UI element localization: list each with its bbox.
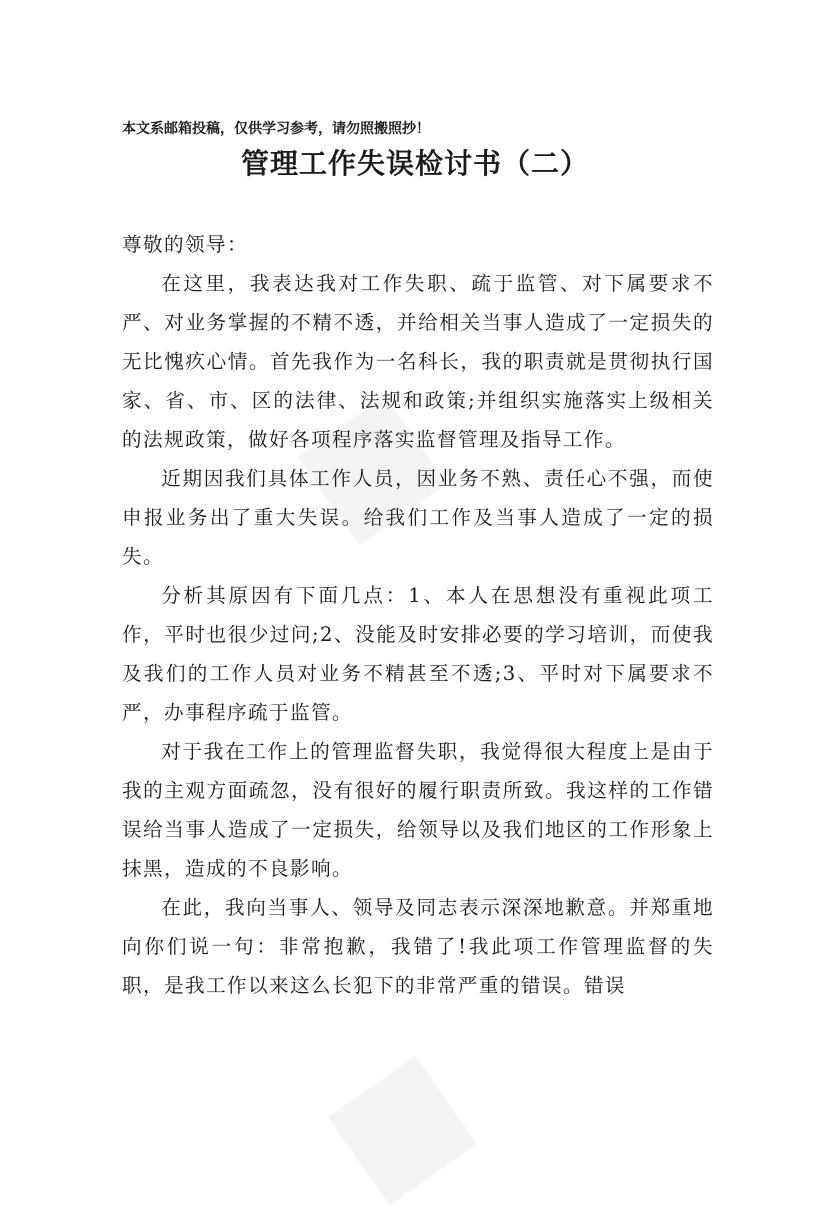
watermark	[295, 1017, 497, 1226]
paragraph: 在此，我向当事人、领导及同志表示深深地歉意。并郑重地向你们说一句：非常抱歉，我错了!我此项工作管理监督的失职，是我工作以来这么长犯下的非常严重的错误。错误	[122, 896, 714, 997]
submission-notice: 本文系邮箱投稿，仅供学习参考，请勿照搬照抄！	[122, 121, 430, 137]
document-title: 管理工作失误检讨书（二）	[240, 147, 589, 180]
salutation: 尊敬的领导：	[122, 233, 248, 256]
paragraph: 近期因我们具体工作人员，因业务不熟、责任心不强，而使申报业务出了重大失误。给我们工作及当事人造成了一定的损失。	[122, 467, 714, 568]
paragraph: 在这里，我表达我对工作失职、疏于监管、对下属要求不严、对业务掌握的不精不透，并给相关当事人造成了一定损失的无比愧疚心情。首先我作为一名科长，我的职责就是贯彻执行国家、省、市、区的法律、法规和政策;并组织实施落实上级相关的法规政策，做好各项程序落实监督管理及指导工作。	[122, 272, 714, 451]
paragraph: 分析其原因有下面几点：1、本人在思想没有重视此项工作，平时也很少过问;2、没能及时安排必要的学习培训，而使我及我们的工作人员对业务不精甚至不透;3、平时对下属要求不严，办事程序疏于监管。	[122, 584, 714, 724]
document-body	[122, 225, 714, 1005]
paragraph: 对于我在工作上的管理监督失职，我觉得很大程度上是由于我的主观方面疏忽，没有很好的履行职责所致。我这样的工作错误给当事人造成了一定损失，给领导以及我们地区的工作形象上抹黑，造成的不良影响。	[122, 740, 714, 880]
